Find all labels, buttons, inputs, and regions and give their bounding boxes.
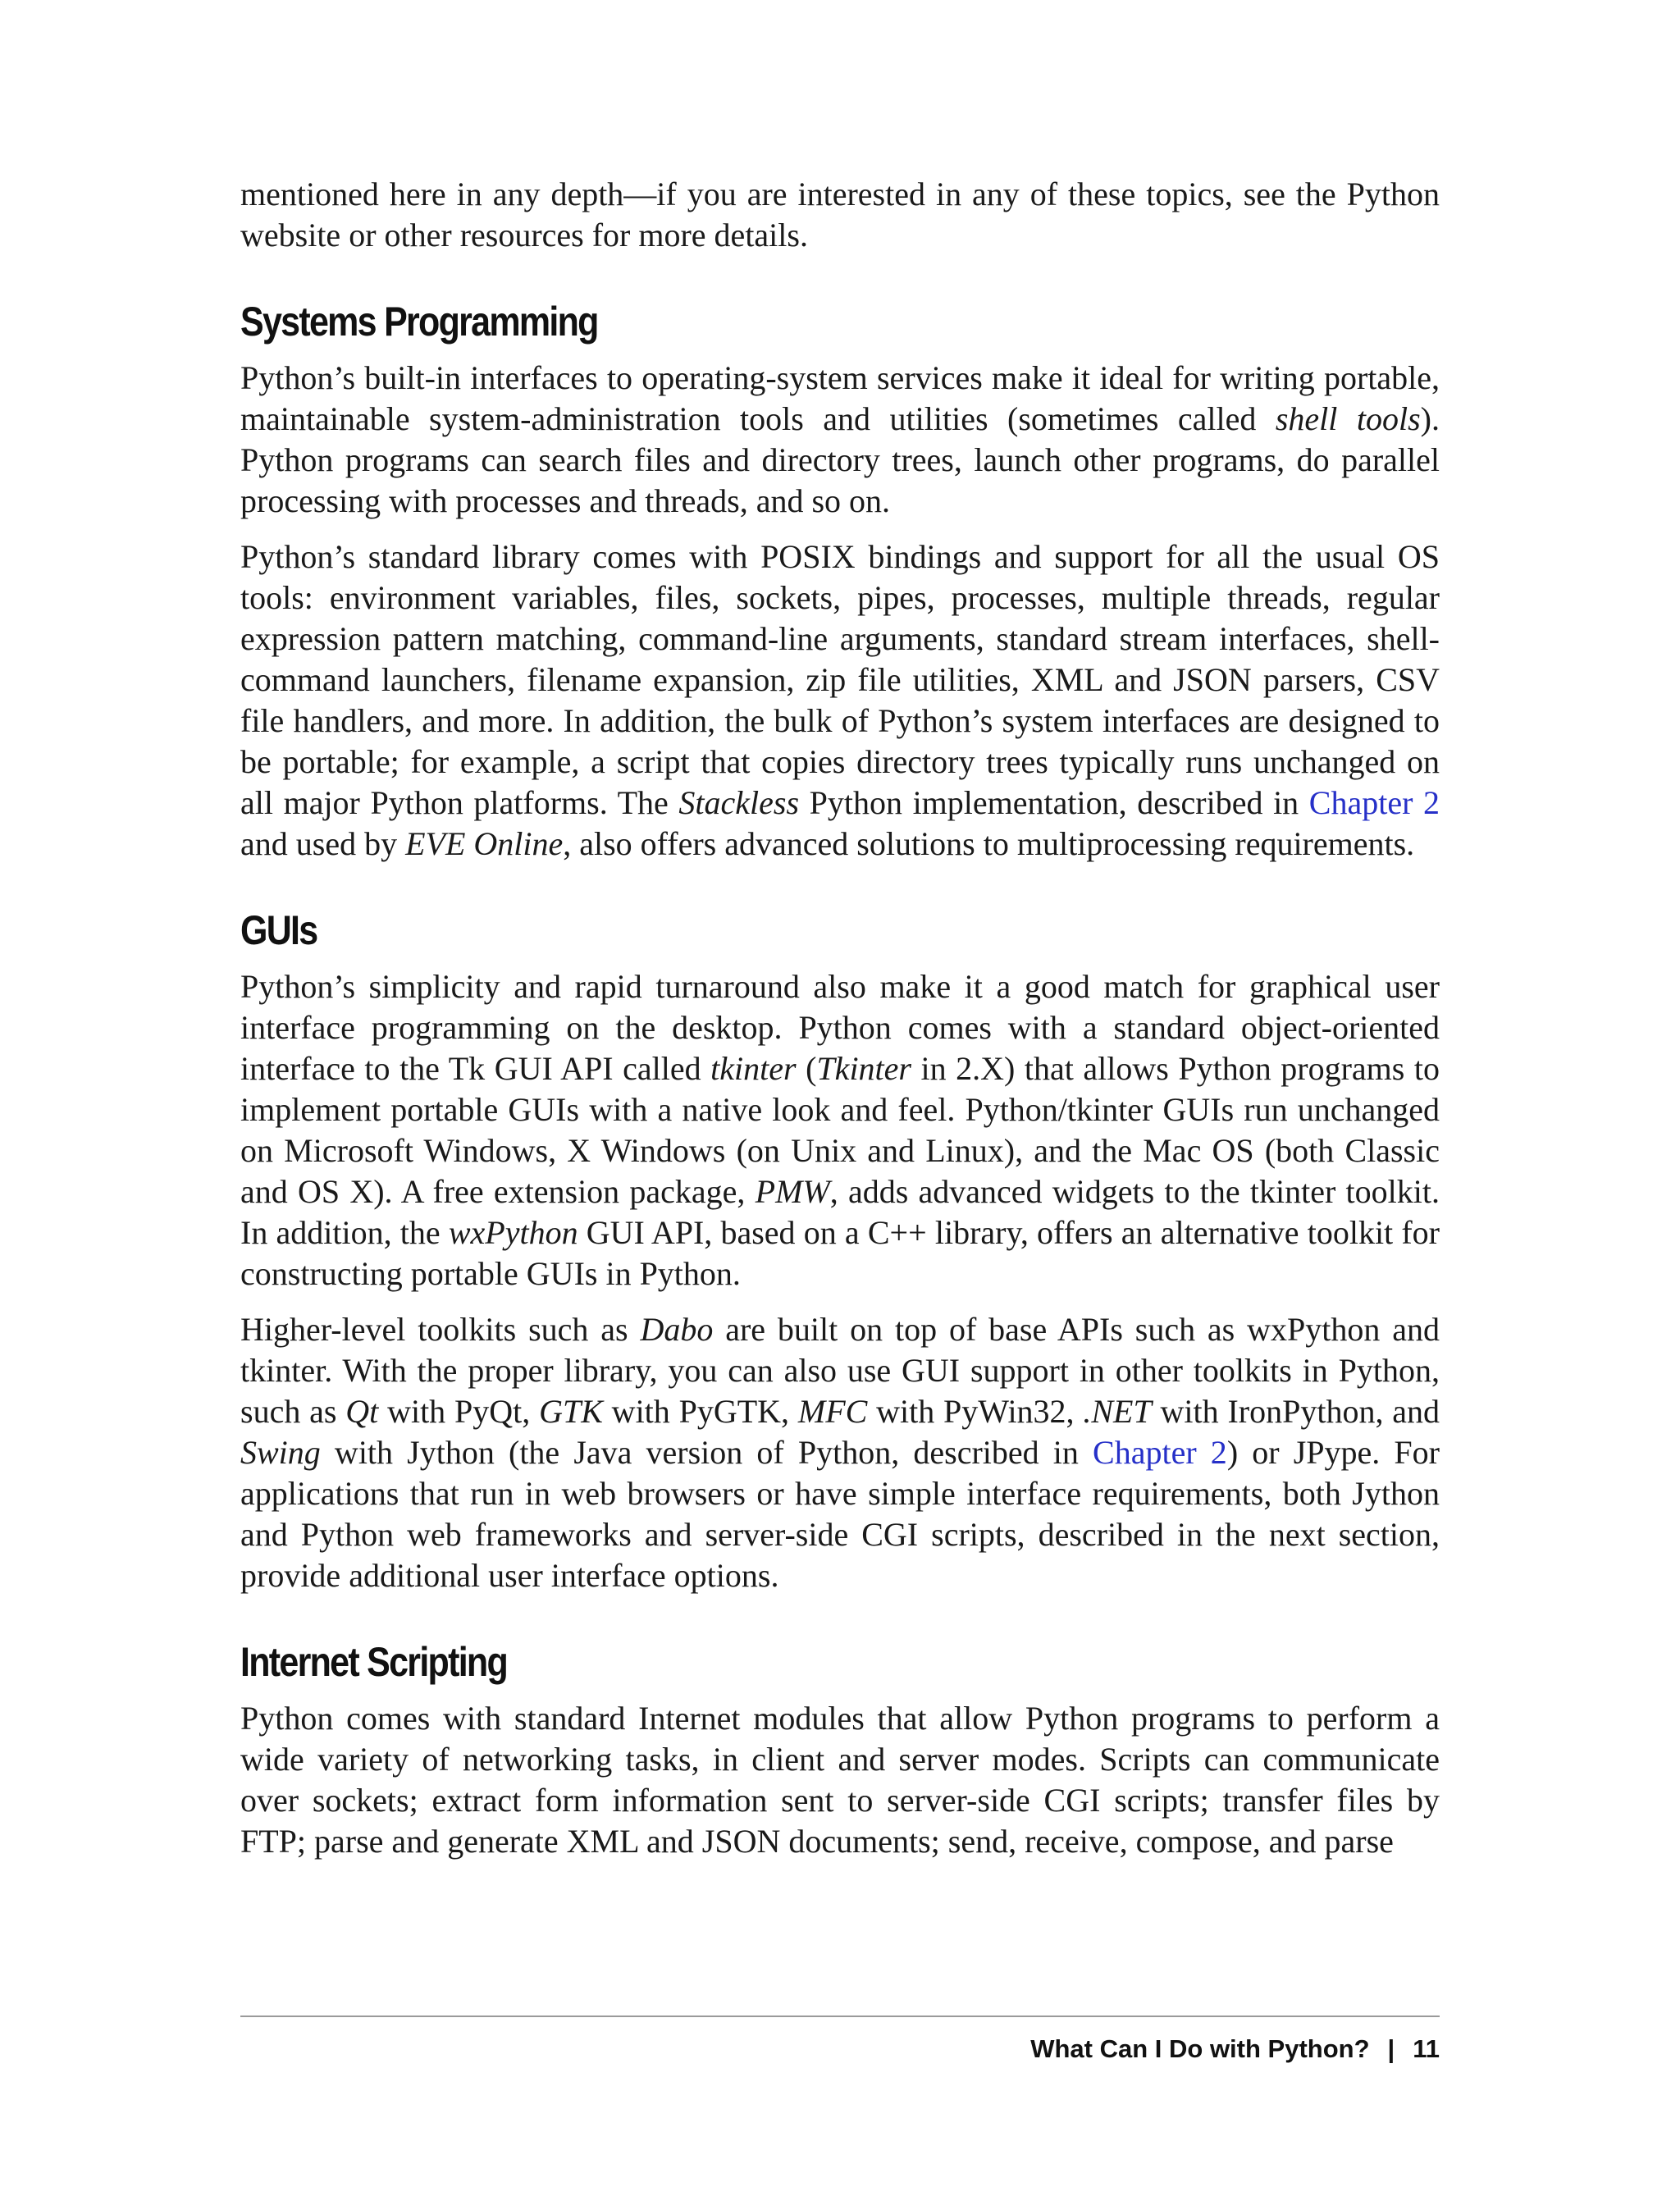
chapter-2-link[interactable]: Chapter 2 [1308, 784, 1440, 821]
guis-paragraph-2: Higher-level toolkits such as Dabo are built on top of base APIs such as wxPython and tkinter. With the proper library, you can also use GUI support in other toolkits in Python, such as Qt with PyQt, GTK with PyGTK, MFC with PyWin32, .NET with IronPython, and Swing with Jython (the Java version of Python, described in Chapter 2) or JPype. For applications that run in web browsers or have simple interface requirements, both Jython and Python web frameworks and server-side CGI scripts, described in the next section, provide additional user interface options. [240, 1311, 1440, 1594]
systems-paragraph-1: Python’s built-in interfaces to operating-system services make it ideal for writing portable, maintainable system-administration tools and utilities (sometimes called shell tools). Python programs can search files and directory trees, launch other programs, do parallel processing with processes and threads, and so on. [240, 359, 1440, 519]
systems-paragraph-2: Python’s standard library comes with POSIX bindings and support for all the usual OS tools: environment variables, files, sockets, pipes, processes, multiple threads, regular expression pattern matching, command-line arguments, standard stream interfaces, shell-command launchers, filename expansion, zip file utilities, XML and JSON parsers, CSV file handlers, and more. In addition, the bulk of Python’s system interfaces are designed to be portable; for example, a script that copies directory trees typically runs unchanged on all major Python platforms. The Stackless Python implementation, described in Chapter 2 and used by EVE Online, also offers advanced solutions to multiprocessing requirements. [240, 538, 1440, 862]
section-heading-guis: GUIs [240, 907, 317, 953]
intro-paragraph: mentioned here in any depth—if you are interested in any of these topics, see the Python website or other resources for more details. [240, 176, 1440, 253]
guis-paragraph-1: Python’s simplicity and rapid turnaround also make it a good match for graphical user interface programming on the desktop. Python comes with a standard object-oriented interface to the Tk GUI API called tkinter (Tkinter in 2.X) that allows Python programs to implement portable GUIs with a native look and feel. Python/tkinter GUIs run unchanged on Microsoft Windows, X Windows (on Unix and Linux), and the Mac OS (both Classic and OS X). A free extension package, PMW, adds advanced widgets to the tkinter toolkit. In addition, the wxPython GUI API, based on a C++ library, offers an alternative toolkit for constructing portable GUIs in Python. [240, 968, 1440, 1292]
section-heading-systems-programming: Systems Programming [240, 299, 598, 345]
page-number: 11 [1413, 2034, 1440, 2063]
page-footer [1030, 2030, 1440, 2068]
running-footer-title: What Can I Do with Python? [1030, 2034, 1370, 2063]
footer-separator: | [1387, 2034, 1395, 2063]
chapter-2-link[interactable]: Chapter 2 [1093, 1434, 1227, 1471]
footer-rule [240, 2016, 1440, 2017]
internet-paragraph-1: Python comes with standard Internet modules that allow Python programs to perform a wide variety of networking tasks, in client and server modes. Scripts can communicate over sockets; extract form information sent to server-side CGI scripts; transfer files by FTP; parse and generate XML and JSON documents; send, receive, compose, and parse [240, 1700, 1440, 1860]
section-heading-internet-scripting: Internet Scripting [240, 1639, 508, 1685]
page-body [240, 174, 1440, 1877]
